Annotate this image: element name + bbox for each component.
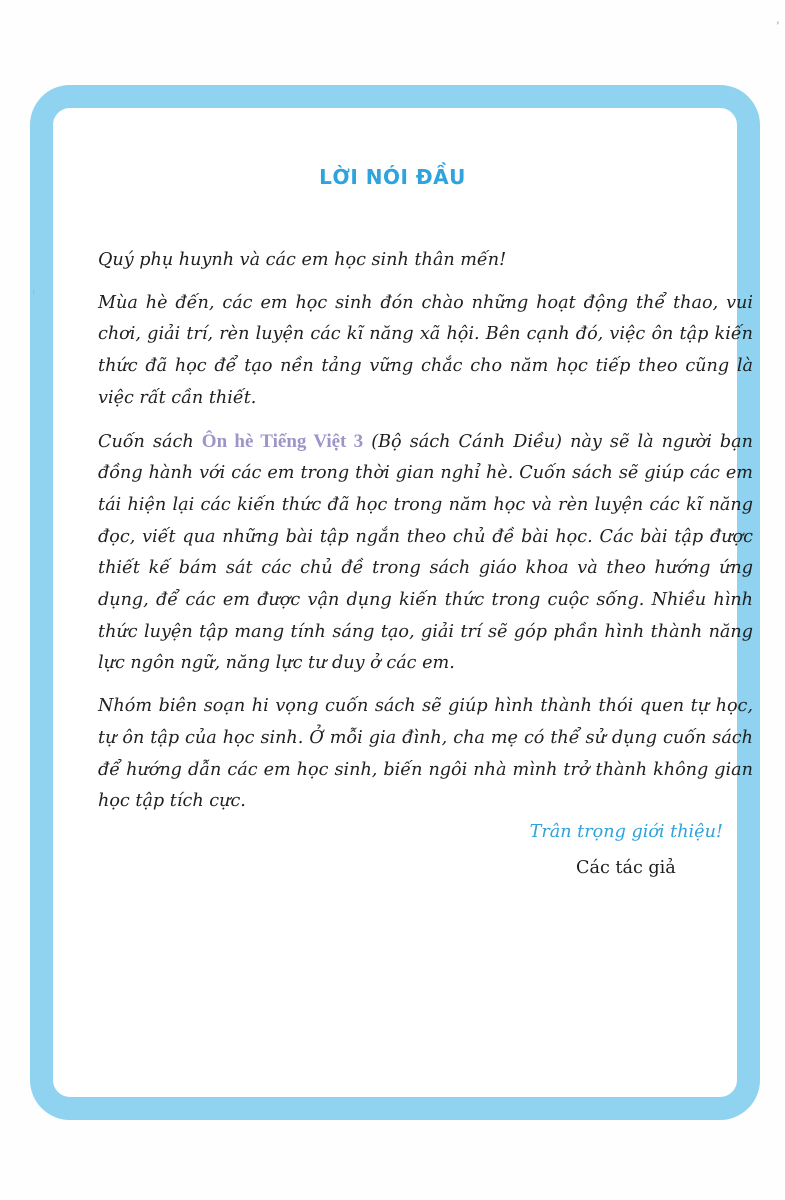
scan-mark: ,	[776, 12, 780, 26]
paragraph-1: Mùa hè đến, các em học sinh đón chào những hoạt động thể thao, vui chơi, giải trí, rèn luyện các kĩ năng xã hội. Bên cạnh đó, việc ôn tập kiến thức đã học để tạo nền tảng vững chắc cho năm học tiếp theo cũng là việc rất cần thiết.	[98, 292, 753, 408]
scan-mark: '	[32, 288, 36, 302]
paragraph-3: Nhóm biên soạn hi vọng cuốn sách sẽ giúp hình thành thói quen tự học, tự ôn tập của học sinh. Ở mỗi gia đình, cha mẹ có thể sử dụng cuốn sách để hướng dẫn các em học sinh, biến ngôi nhà mình trở thành không gian học tập tích cực.	[98, 696, 753, 812]
author-line: Các tác giả	[576, 858, 676, 878]
greeting: Quý phụ huynh và các em học sinh thân mến!	[98, 250, 507, 270]
paragraph-2-intro: Cuốn sách	[98, 431, 202, 452]
paragraph-2	[98, 426, 753, 681]
paragraph-2-rest: (Bộ sách Cánh Diều) này sẽ là người bạn đồng hành với các em trong thời gian nghỉ hè. Cuốn sách sẽ giúp các em tái hiện lại các kiến thức đã học trong năm học và rèn luyện các kĩ năng đọc, viết qua những bài tập ngắn theo chủ đề bài học. Các bài tập được thiết kế bám sát các chủ đề trong sách giáo khoa và theo hướng ứng dụng, để các em được vận dụng kiến thức trong cuộc sống. Nhiều hình thức luyện tập mang tính sáng tạo, giải trí sẽ góp phần hình thành năng lực ngôn ngữ, năng lực tư duy ở các em.	[98, 431, 753, 674]
preface-body	[98, 245, 753, 829]
book-title: Ôn hè Tiếng Việt 3	[201, 430, 364, 452]
page-title: LỜI NÓI ĐẦU	[319, 165, 466, 189]
closing-line: Trân trọng giới thiệu!	[529, 822, 723, 842]
